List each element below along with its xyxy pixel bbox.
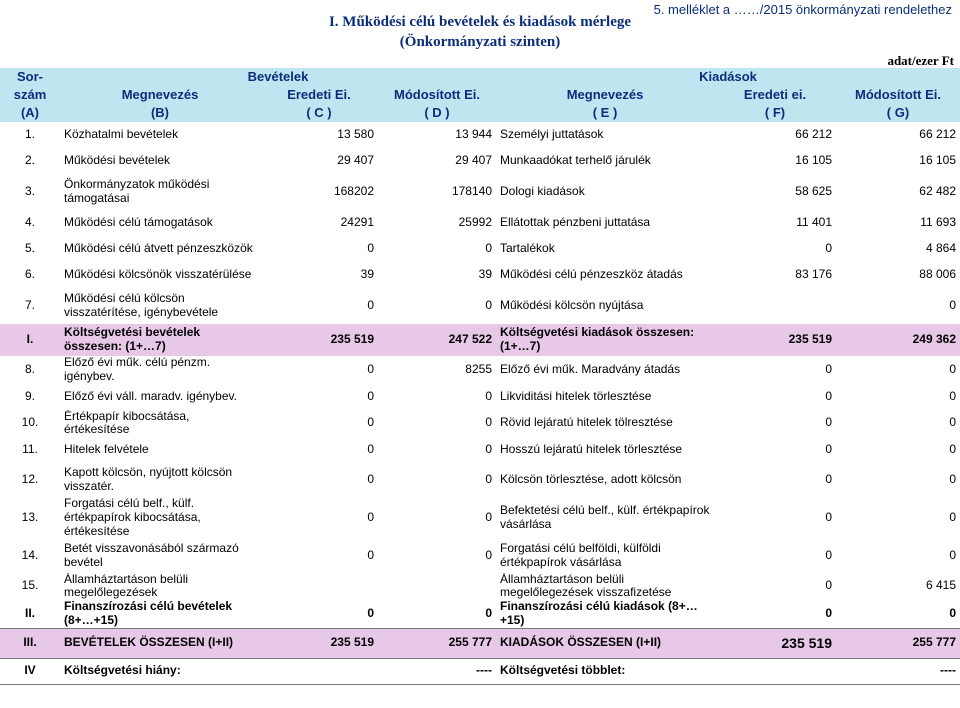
expense-modified: 16 105 bbox=[919, 153, 956, 168]
table-row bbox=[0, 463, 960, 497]
revenue-modified: 0 bbox=[485, 388, 492, 403]
expense-name: Személyi juttatások bbox=[500, 127, 604, 142]
revenue-modified: 0 bbox=[485, 547, 492, 562]
expense-original: 0 bbox=[825, 606, 832, 621]
revenue-modified: 8255 bbox=[465, 361, 492, 376]
expense-original: 0 bbox=[825, 509, 832, 524]
revenue-original bbox=[260, 573, 378, 601]
table-row bbox=[0, 148, 960, 174]
expense-modified: 0 bbox=[949, 388, 956, 403]
row-number: 14. bbox=[21, 547, 39, 562]
expense-original: 0 bbox=[825, 388, 832, 403]
expense-name: Ellátottak pénzbeni juttatása bbox=[500, 215, 651, 230]
revenue-original: 0 bbox=[367, 298, 374, 313]
table-row bbox=[0, 437, 960, 463]
balance-table bbox=[0, 68, 960, 685]
revenue-modified: 25992 bbox=[458, 215, 492, 230]
revenue-modified: 0 bbox=[485, 415, 492, 430]
expense-name: Dologi kiadások bbox=[500, 184, 585, 199]
revenue-original: 235 519 bbox=[260, 324, 378, 356]
header-eredeti-rev: Eredeti Ei. bbox=[260, 86, 378, 104]
expense-modified: 0 bbox=[949, 509, 956, 524]
expense-modified: 249 362 bbox=[836, 324, 960, 356]
revenue-name: BEVÉTELEK ÖSSZESEN (I+II) bbox=[60, 628, 260, 658]
row-number: 6. bbox=[24, 267, 35, 282]
revenue-modified: 0 bbox=[485, 472, 492, 487]
expense-original: 235 519 bbox=[714, 324, 836, 356]
row-number: 9. bbox=[24, 388, 35, 403]
revenue-modified: 0 bbox=[485, 606, 492, 621]
header-modositott-exp: Módosított Ei. bbox=[836, 86, 960, 104]
expense-original: 16 105 bbox=[795, 153, 832, 168]
revenue-modified: 0 bbox=[485, 298, 492, 313]
revenue-modified: ---- bbox=[476, 663, 492, 678]
expense-modified: 62 482 bbox=[919, 184, 956, 199]
expense-original: 0 bbox=[825, 578, 832, 593]
revenue-original: 39 bbox=[360, 267, 374, 282]
table-row bbox=[0, 628, 960, 658]
expense-name: Működési célú pénzeszköz átadás bbox=[500, 267, 683, 282]
unit-label: adat/ezer Ft bbox=[887, 53, 954, 68]
table-row bbox=[0, 324, 960, 356]
revenue-original: 0 bbox=[367, 442, 374, 457]
revenue-modified: 13 944 bbox=[455, 127, 492, 142]
expense-modified: 88 006 bbox=[919, 267, 956, 282]
expense-name: KIADÁSOK ÖSSZESEN (I+II) bbox=[496, 628, 714, 658]
expense-modified: 0 bbox=[949, 361, 956, 376]
table-row bbox=[0, 288, 960, 324]
expense-modified: 0 bbox=[949, 547, 956, 562]
revenue-modified: 178140 bbox=[451, 184, 492, 199]
row-number: 12. bbox=[21, 472, 39, 487]
row-number: 3. bbox=[24, 184, 35, 199]
expense-modified: 66 212 bbox=[919, 127, 956, 142]
row-number: 1. bbox=[24, 127, 35, 142]
expense-original: 0 bbox=[825, 415, 832, 430]
table-row bbox=[0, 410, 960, 438]
revenue-modified bbox=[378, 573, 496, 601]
header-megnevezes-exp: Megnevezés bbox=[496, 86, 714, 104]
revenue-name: Értékpapír kibocsátása, értékesítése bbox=[64, 409, 190, 437]
revenue-name: Működési célú támogatások bbox=[64, 215, 213, 230]
expense-original bbox=[714, 288, 836, 324]
revenue-original: 168202 bbox=[333, 184, 374, 199]
header-sorszam-2: szám bbox=[0, 86, 60, 104]
revenue-name: Működési bevételek bbox=[64, 153, 171, 168]
annex-label: 5. melléklet a ……/2015 önkormányzati rendelethez bbox=[653, 2, 952, 17]
revenue-original: 0 bbox=[367, 547, 374, 562]
row-number: 11. bbox=[22, 442, 38, 457]
row-number: II. bbox=[24, 606, 35, 621]
revenue-name: Forgatási célú belf., külf. értékpapírok kibocsátása, értékesítése bbox=[64, 497, 201, 538]
header-kiadasok: Kiadások bbox=[496, 68, 960, 86]
row-number: III. bbox=[0, 628, 60, 658]
header-eredeti-exp: Eredeti ei. bbox=[714, 86, 836, 104]
table-row bbox=[0, 384, 960, 410]
expense-modified: 255 777 bbox=[836, 628, 960, 658]
row-number: IV bbox=[24, 663, 36, 678]
row-number: 7. bbox=[24, 298, 35, 313]
expense-name: Rövid lejáratú hitelek tölresztése bbox=[500, 415, 673, 430]
revenue-name: Előző évi váll. maradv. igénybev. bbox=[64, 388, 237, 403]
expense-modified: 11 693 bbox=[920, 215, 956, 230]
expense-original: 0 bbox=[825, 547, 832, 562]
expense-modified: 0 bbox=[949, 606, 956, 621]
header-col-b: (B) bbox=[60, 104, 260, 122]
expense-original: 11 401 bbox=[796, 215, 832, 230]
table-row bbox=[0, 262, 960, 288]
table-row bbox=[0, 174, 960, 210]
header-modositott-rev: Módosított Ei. bbox=[378, 86, 496, 104]
row-number: 13. bbox=[21, 509, 39, 524]
expense-name: Likviditási hitelek törlesztése bbox=[500, 388, 652, 403]
revenue-name: Működési célú kölcsön visszatérítése, igénybevétele bbox=[64, 291, 219, 319]
header-col-g: ( G) bbox=[836, 104, 960, 122]
revenue-name: Önkormányzatok működési támogatásai bbox=[64, 177, 210, 205]
expense-original: 0 bbox=[825, 241, 832, 256]
header-bevetelek: Bevételek bbox=[60, 68, 496, 86]
revenue-name: Működési célú átvett pénzeszközök bbox=[64, 241, 253, 256]
expense-modified: 0 bbox=[949, 442, 956, 457]
page-subtitle: (Önkormányzati szinten) bbox=[399, 34, 561, 50]
revenue-name: Közhatalmi bevételek bbox=[64, 127, 179, 142]
table-row bbox=[0, 236, 960, 262]
revenue-name: Finanszírozási célú bevételek (8+…+15) bbox=[64, 600, 233, 627]
revenue-original: 0 bbox=[367, 241, 374, 256]
row-number: I. bbox=[0, 324, 60, 356]
revenue-original: 0 bbox=[367, 388, 374, 403]
revenue-modified: 0 bbox=[485, 509, 492, 524]
revenue-name: Betét visszavonásából származó bevétel bbox=[64, 540, 239, 569]
expense-original bbox=[714, 658, 836, 684]
expense-name: Kölcsön törlesztése, adott kölcsön bbox=[500, 472, 682, 487]
header-sorszam-1: Sor- bbox=[0, 68, 60, 86]
expense-modified: 0 bbox=[949, 415, 956, 430]
table-row bbox=[0, 658, 960, 684]
expense-name: Költségvetési többlet: bbox=[500, 663, 626, 678]
revenue-modified: 0 bbox=[485, 442, 492, 457]
revenue-modified: 247 522 bbox=[378, 324, 496, 356]
revenue-name: Államháztartáson belüli megelőlegezések bbox=[64, 572, 189, 600]
expense-name: Államháztartáson belüli megelőlegezések visszafizetése bbox=[500, 572, 672, 600]
expense-name: Finanszírozási célú kiadások (8+…+15) bbox=[500, 600, 698, 627]
revenue-modified: 255 777 bbox=[378, 628, 496, 658]
revenue-modified: 39 bbox=[478, 267, 492, 282]
revenue-original: 0 bbox=[367, 472, 374, 487]
expense-original: 58 625 bbox=[795, 184, 832, 199]
expense-modified: 6 415 bbox=[925, 578, 956, 593]
expense-name: Munkaadókat terhelő járulék bbox=[500, 153, 651, 168]
expense-name: Működési kölcsön nyújtása bbox=[500, 298, 644, 313]
row-number: 15. bbox=[21, 578, 39, 593]
revenue-original: 0 bbox=[367, 415, 374, 430]
header-col-e: ( E ) bbox=[496, 104, 714, 122]
expense-name: Költségvetési kiadások összesen:(1+…7) bbox=[496, 324, 714, 356]
expense-name: Tartalékok bbox=[500, 241, 555, 256]
revenue-modified: 0 bbox=[485, 241, 492, 256]
header-col-a: (A) bbox=[0, 104, 60, 122]
revenue-name: Költségvetési hiány: bbox=[64, 663, 181, 678]
table-row bbox=[0, 122, 960, 148]
row-number: 10. bbox=[21, 415, 39, 430]
header-col-c: ( C ) bbox=[260, 104, 378, 122]
revenue-original: 13 580 bbox=[337, 127, 374, 142]
revenue-original: 0 bbox=[367, 606, 374, 621]
expense-modified: 0 bbox=[949, 472, 956, 487]
page-title: I. Működési célú bevételek és kiadások mérlege bbox=[328, 14, 632, 30]
row-number: 2. bbox=[24, 153, 35, 168]
revenue-original: 0 bbox=[367, 361, 374, 376]
revenue-name: Hitelek felvétele bbox=[64, 442, 149, 457]
revenue-modified: 29 407 bbox=[455, 153, 492, 168]
header-col-f: ( F) bbox=[714, 104, 836, 122]
expense-original: 0 bbox=[825, 442, 832, 457]
expense-name: Előző évi műk. Maradvány átadás bbox=[500, 361, 681, 376]
revenue-original: 0 bbox=[367, 509, 374, 524]
table-row bbox=[0, 573, 960, 601]
row-number: 8. bbox=[24, 361, 35, 376]
expense-modified: 0 bbox=[949, 298, 956, 313]
row-number: 4. bbox=[24, 215, 35, 230]
revenue-name: Kapott kölcsön, nyújtott kölcsön visszatér. bbox=[64, 465, 233, 494]
expense-modified: ---- bbox=[940, 663, 956, 678]
header-col-d: ( D ) bbox=[378, 104, 496, 122]
expense-original: 235 519 bbox=[714, 628, 836, 658]
revenue-original: 24291 bbox=[340, 215, 374, 230]
revenue-name: Működési kölcsönök visszatérülése bbox=[64, 267, 252, 282]
expense-name: Befektetési célú belf., külf. értékpapírok vásárlása bbox=[500, 503, 710, 531]
expense-modified: 4 864 bbox=[925, 241, 956, 256]
expense-name: Hosszú lejáratú hitelek törlesztése bbox=[500, 442, 683, 457]
table-row bbox=[0, 356, 960, 384]
expense-original: 66 212 bbox=[795, 127, 832, 142]
expense-original: 83 176 bbox=[795, 267, 832, 282]
table-row bbox=[0, 600, 960, 628]
revenue-original bbox=[260, 658, 378, 684]
revenue-name: Költségvetési bevételek összesen: (1+…7) bbox=[60, 324, 260, 356]
expense-original: 0 bbox=[825, 361, 832, 376]
expense-name: Forgatási célú belföldi, külföldi értékpapírok vásárlása bbox=[500, 540, 661, 569]
revenue-name: Előző évi műk. célú pénzm. igénybev. bbox=[64, 356, 211, 383]
revenue-original: 29 407 bbox=[337, 153, 374, 168]
table-row bbox=[0, 497, 960, 538]
expense-original: 0 bbox=[825, 472, 832, 487]
table-row bbox=[0, 539, 960, 573]
table-row bbox=[0, 210, 960, 236]
header-megnevezes-rev: Megnevezés bbox=[60, 86, 260, 104]
row-number: 5. bbox=[24, 241, 35, 256]
revenue-original: 235 519 bbox=[260, 628, 378, 658]
